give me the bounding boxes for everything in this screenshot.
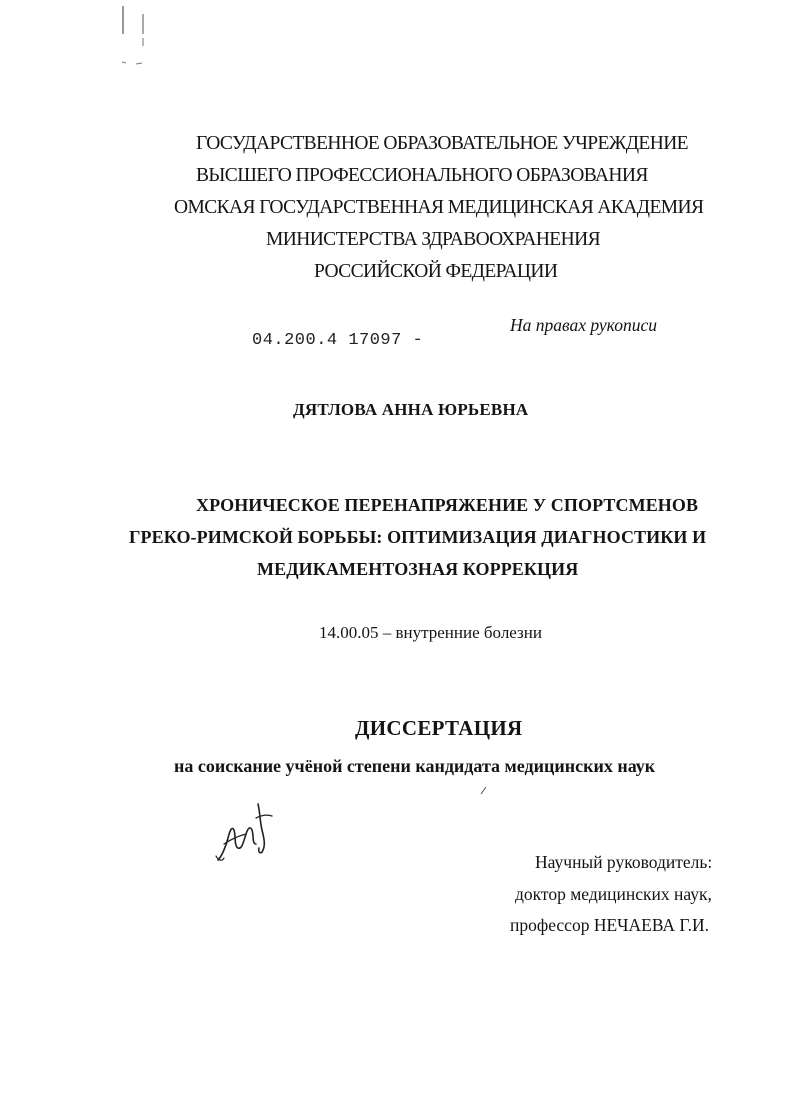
institution-line-2: ВЫСШЕГО ПРОФЕССИОНАЛЬНОГО ОБРАЗОВАНИЯ [196,165,648,186]
thesis-title-line-2: ГРЕКО-РИМСКОЙ БОРЬБЫ: ОПТИМИЗАЦИЯ ДИАГНОСТИКИ И [129,527,707,547]
thesis-title-line-1: ХРОНИЧЕСКОЕ ПЕРЕНАПРЯЖЕНИЕ У СПОРТСМЕНОВ [196,495,699,515]
handwritten-signature [212,796,282,866]
supervisor-name: профессор НЕЧАЕВА Г.И. [510,915,709,935]
signature-stroke [256,815,272,818]
institution-line-4: МИНИСТЕРСТВА ЗДРАВООХРАНЕНИЯ [266,229,600,250]
dissertation-subtitle: на соискание учёной степени кандидата медицинских наук [174,756,656,776]
scan-mark-line [136,63,142,64]
institution-line-5: РОССИЙСКОЙ ФЕДЕРАЦИИ [314,261,558,282]
institution-line-1: ГОСУДАРСТВЕННОЕ ОБРАЗОВАТЕЛЬНОЕ УЧРЕЖДЕНИЕ [196,133,688,154]
institution-line-3: ОМСКАЯ ГОСУДАРСТВЕННАЯ МЕДИЦИНСКАЯ АКАДЕМИЯ [174,197,704,218]
pen-tick-mark [478,784,490,796]
scan-marks [112,0,152,72]
dissertation-heading: ДИССЕРТАЦИЯ [355,716,523,740]
signature-stroke [258,804,264,853]
scan-mark-line [122,62,126,63]
specialty-code: 14.00.05 – внутренние болезни [319,623,542,642]
thesis-title-line-3: МЕДИКАМЕНТОЗНАЯ КОРРЕКЦИЯ [257,559,579,579]
author-name: ДЯТЛОВА АННА ЮРЬЕВНА [293,400,529,419]
registration-stamp: 04.200.4 17097 - [252,331,424,350]
supervisor-degree: доктор медицинских наук, [515,884,712,904]
pen-tick-stroke [481,787,486,794]
supervisor-label: Научный руководитель: [535,852,713,872]
manuscript-note: На правах рукописи [510,315,657,335]
